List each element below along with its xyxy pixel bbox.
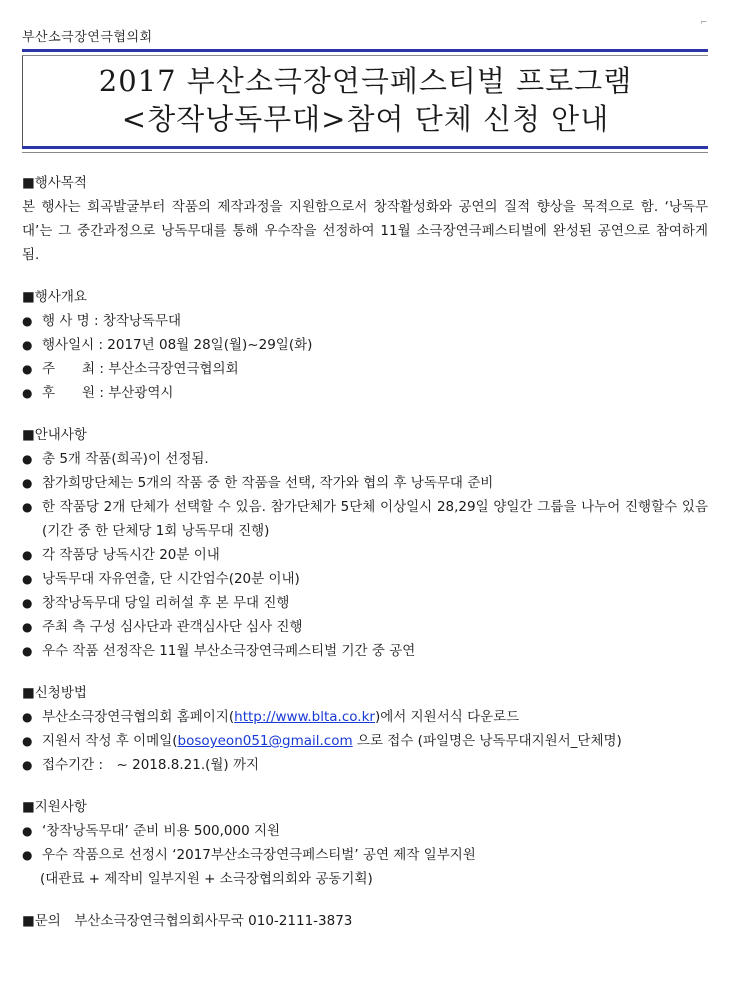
list-item: ● 창작낭독무대 당일 리허설 후 본 무대 진행	[22, 591, 708, 615]
bullet-icon: ●	[22, 710, 33, 724]
bullet-icon: ●	[22, 572, 33, 586]
bullet-icon: ●	[22, 596, 33, 610]
section-heading: ■신청방법	[22, 685, 87, 701]
list-item: ● 부산소극장연극협의회 홈페이지(http://www.blta.co.kr)에서 지원서식 다운로드	[22, 705, 708, 729]
list-item: ● 총 5개 작품(희곡)이 선정됨.	[22, 447, 708, 471]
org-name-header: 부산소극장연극협의회	[22, 30, 153, 45]
bullet-icon: ●	[22, 452, 33, 466]
bullet-icon: ●	[22, 758, 33, 772]
bullet-icon: ●	[22, 362, 33, 376]
title-rule-bottom	[22, 146, 708, 149]
section-heading: ■행사개요	[22, 289, 87, 305]
list-item: ● 우수 작품으로 선정시 ‘2017부산소극장연극페스티벌’ 공연 제작 일부지원	[22, 843, 708, 867]
bullet-icon: ●	[22, 386, 33, 400]
bullet-icon: ●	[22, 824, 33, 838]
email-link[interactable]: bosoyeon051@gmail.com	[177, 733, 353, 749]
section-overview	[22, 285, 708, 405]
section-guide	[22, 423, 708, 663]
section-apply	[22, 681, 708, 777]
title-line-1: 2017 부산소극장연극페스티벌 프로그램	[98, 64, 633, 98]
section-purpose	[22, 171, 708, 267]
list-item: ● 후 원 : 부산광역시	[22, 381, 708, 405]
corner-mark: ⌐	[700, 18, 708, 28]
section-heading: ■행사목적	[22, 175, 87, 191]
list-item: ● 주최 측 구성 심사단과 관객심사단 심사 진행	[22, 615, 708, 639]
list-item: ● 각 작품당 낭독시간 20분 이내	[22, 543, 708, 567]
bullet-icon: ●	[22, 644, 33, 658]
list-item: ● 우수 작품 선정작은 11월 부산소극장연극페스티벌 기간 중 공연	[22, 639, 708, 663]
section-support	[22, 795, 708, 891]
bullet-icon: ●	[22, 338, 33, 352]
bullet-icon: ●	[22, 500, 33, 514]
title-box	[22, 49, 708, 153]
bullet-icon: ●	[22, 620, 33, 634]
list-item: ● 주 최 : 부산소극장연극협의회	[22, 357, 708, 381]
section-heading: ■지원사항	[22, 799, 87, 815]
list-item: ● ‘창작낭독무대’ 준비 비용 500,000 지원	[22, 819, 708, 843]
list-item: ● 참가희망단체는 5개의 작품 중 한 작품을 선택, 작가와 협의 후 낭독무대 준비	[22, 471, 708, 495]
list-item: ● 지원서 작성 후 이메일(bosoyeon051@gmail.com 으로 접수 (파일명은 낭독무대지원서_단체명)	[22, 729, 708, 753]
guide-list	[22, 447, 708, 663]
bullet-icon: ●	[22, 476, 33, 490]
title-rule-top	[22, 49, 708, 52]
list-item: ● 행 사 명 : 창작낭독무대	[22, 309, 708, 333]
apply-list	[22, 705, 708, 777]
title-line-2: <창작낭독무대>참여 단체 신청 안내	[121, 102, 610, 136]
list-item: ● 행사일시 : 2017년 08월 28일(월)~29일(화)	[22, 333, 708, 357]
overview-list	[22, 309, 708, 405]
title-block	[22, 56, 708, 146]
title-rule-bottom-thin	[22, 152, 708, 153]
contact-line: ■문의 부산소극장연극협의회사무국 010-2111-3873	[22, 913, 353, 929]
purpose-paragraph: 본 행사는 희곡발굴부터 작품의 제작과정을 지원함으로서 창작활성화와 공연의 질적 향상을 목적으로 함. ‘낭독무대’는 그 중간과정으로 낭독무대를 통해 우수작을 선정하여 11월 소극장연극페스티벌에 완성된 공연으로 참여하게 됨.	[22, 199, 708, 263]
list-item: ● 한 작품당 2개 단체가 선택할 수 있음. 참가단체가 5단체 이상일시 28,29일 양일간 그룹을 나누어 진행할수 있음(기간 중 한 단체당 1회 낭독무대 진행)	[22, 495, 708, 543]
document-body	[22, 171, 708, 933]
bullet-icon: ●	[22, 314, 33, 328]
bullet-icon: ●	[22, 734, 33, 748]
bullet-icon: ●	[22, 548, 33, 562]
list-item: ● 접수기간 : ~ 2018.8.21.(월) 까지	[22, 753, 708, 777]
support-sub-line: (대관료 + 제작비 일부지원 + 소극장협의회와 공동기획)	[40, 871, 373, 887]
list-item: ● 낭독무대 자유연출, 단 시간엄수(20분 이내)	[22, 567, 708, 591]
homepage-link[interactable]: http://www.blta.co.kr	[234, 709, 375, 725]
section-heading: ■안내사항	[22, 427, 87, 443]
bullet-icon: ●	[22, 848, 33, 862]
support-list	[22, 819, 708, 867]
